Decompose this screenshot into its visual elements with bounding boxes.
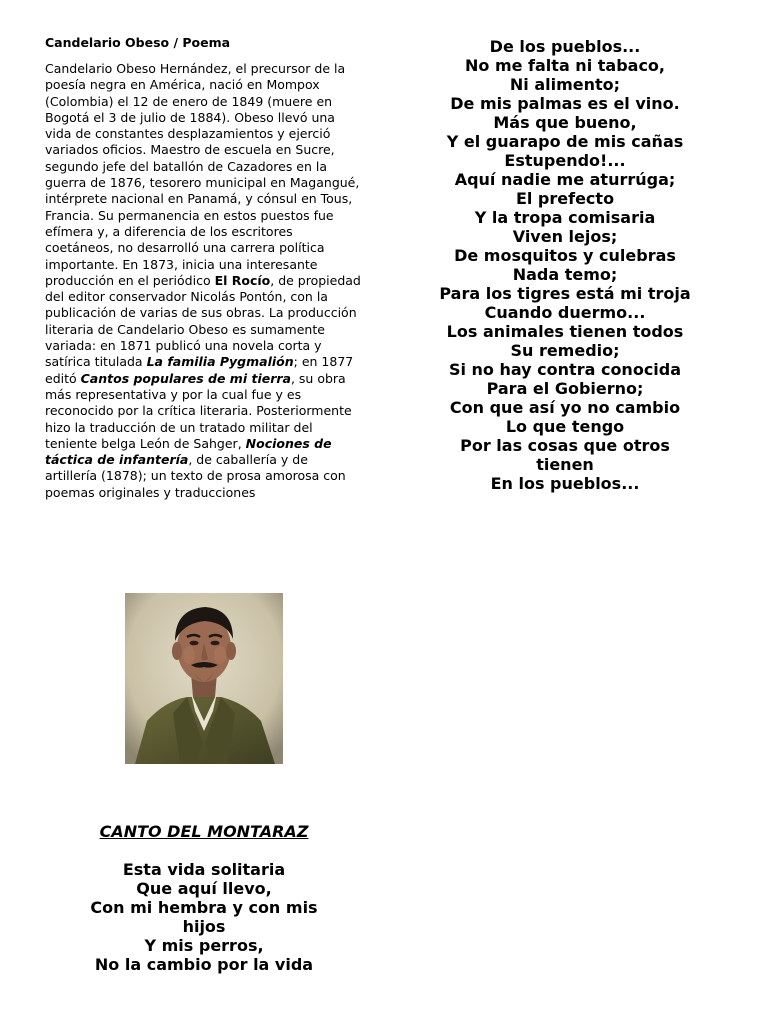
document-heading: Candelario Obeso / Poema bbox=[45, 35, 231, 50]
poem-line: En los pueblos... bbox=[490, 474, 640, 493]
bio-title-el-rocio: El Rocío bbox=[214, 272, 271, 288]
poem-line: Nada temo; bbox=[512, 265, 618, 284]
poem-line: No me falta ni tabaco, bbox=[465, 56, 665, 75]
poem-line: Y la tropa comisaria bbox=[474, 208, 656, 227]
poem-line: hijos bbox=[182, 917, 226, 936]
poem-line: De los pueblos... bbox=[489, 37, 641, 56]
bio-segment: , de propiedad del editor conservador Nicolás Pontón, con la publicación de varias de sus obras. La producción literaria de Candelario Obeso es sumamente variada: en 1871 publicó una novela corta y satírica titulada bbox=[45, 272, 361, 370]
poem-line: Que aquí llevo, bbox=[136, 879, 272, 898]
poem-line: Viven lejos; bbox=[512, 227, 618, 246]
poem-line: Esta vida solitaria bbox=[122, 860, 286, 879]
poem-line: Cuando duermo... bbox=[484, 303, 646, 322]
bio-segment: ; en 1877 editó bbox=[45, 354, 354, 386]
poem-line: Si no hay contra conocida bbox=[448, 360, 682, 379]
poem-line: Estupendo!... bbox=[504, 151, 626, 170]
poem-line: Su remedio; bbox=[510, 341, 620, 360]
poem-line: Y mis perros, bbox=[144, 936, 264, 955]
poem-line: Por las cosas que otros bbox=[460, 436, 670, 455]
poem-line: Ni alimento; bbox=[509, 75, 621, 94]
left-column bbox=[45, 34, 363, 501]
poem-line: Lo que tengo bbox=[505, 417, 625, 436]
poem-line: De mis palmas es el vino. bbox=[450, 94, 680, 113]
bio-segment: , su obra más representativa y por la cual fue y es reconocido por la crítica literaria. Posteriormente hizo la traducción de un tratado militar del teniente belga León de Sahger, bbox=[45, 370, 352, 451]
poem-line: tienen bbox=[536, 455, 594, 474]
bio-segment: , de caballería y de artillería (1878); un texto de prosa amorosa con poemas originales y traducciones bbox=[45, 452, 346, 500]
portrait-painting bbox=[125, 593, 283, 764]
poem-line: No la cambio por la vida bbox=[94, 955, 314, 974]
portrait-image bbox=[125, 593, 283, 764]
poem-line: Con que así yo no cambio bbox=[449, 398, 681, 417]
bio-title-la-familia-pygmalion: La familia Pygmalión bbox=[146, 354, 294, 370]
poem-line: Para el Gobierno; bbox=[486, 379, 644, 398]
bio-segment: Candelario Obeso Hernández, el precursor de la poesía negra en América, nació en Mompox (Colombia) el 12 de enero de 1849 (muere en Bogotá el 3 de julio de 1884). Obeso llevó una vida de constantes desplazamientos y ejerció variados oficios. Maestro de escuela en Sucre, segundo jefe del batallón de Cazadores en la guerra de 1876, tesorero municipal en Magangué, intérprete nacional en Panamá, y cónsul en Tous, Francia. Su permanencia en estos puestos fue efímera y, a diferencia de los escritores coetáneos, no desarrolló una carrera política importante. En 1873, inicia una interesante producción en el periódico bbox=[45, 61, 360, 288]
poem-line: Con mi hembra y con mis bbox=[90, 898, 318, 917]
poem-line: Los animales tienen todos bbox=[446, 322, 684, 341]
poem-line: Más que bueno, bbox=[493, 113, 637, 132]
biography-text bbox=[45, 61, 363, 501]
poem-line: El prefecto bbox=[515, 189, 615, 208]
poem-title: CANTO DEL MONTARAZ bbox=[99, 822, 309, 841]
poem-line: Para los tigres está mi troja bbox=[439, 284, 691, 303]
poem-left-stanza bbox=[45, 860, 363, 974]
poem-line: De mosquitos y culebras bbox=[454, 246, 676, 265]
bio-title-nociones-de-tactica: Nociones de táctica de infantería bbox=[45, 435, 332, 468]
poem-line: Y el guarapo de mis cañas bbox=[446, 132, 684, 151]
poem-right-column bbox=[395, 37, 735, 493]
poem-line: Aquí nadie me aturrúga; bbox=[454, 170, 676, 189]
bio-title-cantos-populares: Cantos populares de mi tierra bbox=[80, 370, 291, 386]
